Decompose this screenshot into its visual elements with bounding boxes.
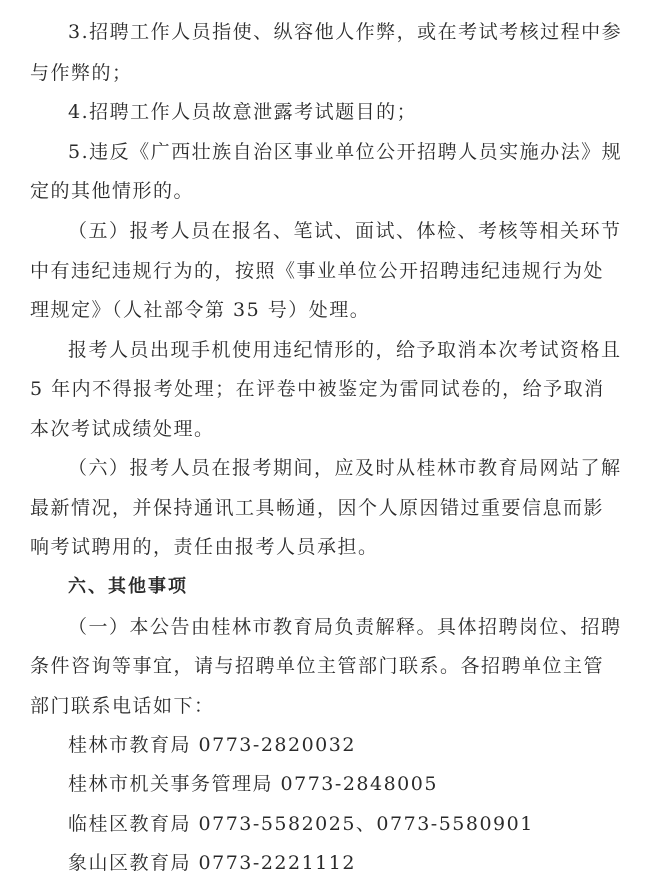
item-3-line-2: 与作弊的； (30, 62, 133, 84)
para-6-line-3: 响考试聘用的，责任由报考人员承担。 (30, 536, 379, 558)
item-4-line: 4.招聘工作人员故意泄露考试题目的； (68, 101, 418, 123)
item-5-line-2: 定的其他情形的。 (30, 180, 195, 202)
other-para-1-line-2: 条件咨询等事宜，请与招聘单位主管部门联系。各招聘单位主管 (30, 655, 605, 677)
phone-rule-line-2: 5 年内不得报考处理；在评卷中被鉴定为雷同试卷的，给予取消 (30, 378, 605, 400)
item-3-line-1: 3.招聘工作人员指使、纵容他人作弊，或在考试考核过程中参 (68, 21, 623, 43)
para-6-line-2: 最新情况，并保持通讯工具畅通，因个人原因错过重要信息而影 (30, 497, 605, 519)
phone-rule-line-1: 报考人员出现手机使用违纪情形的，给予取消本次考试资格且 (68, 339, 622, 361)
para-5-line-1: （五）报考人员在报名、笔试、面试、体检、考核等相关环节 (68, 220, 622, 242)
other-para-1-line-1: （一）本公告由桂林市教育局负责解释。具体招聘岗位、招聘 (68, 616, 622, 638)
para-5-line-3: 理规定》（人社部令第 35 号）处理。 (30, 299, 371, 321)
section-heading-other-matters: 六、其他事项 (68, 576, 188, 597)
para-5-line-2: 中有违纪违规行为的，按照《事业单位公开招聘违纪违规行为处 (30, 260, 605, 282)
contact-guilin-education: 桂林市教育局 0773-2820032 (68, 734, 356, 756)
contact-lingui-education: 临桂区教育局 0773-5582025、0773-5580901 (68, 813, 534, 835)
para-6-line-1: （六）报考人员在报考期间，应及时从桂林市教育局网站了解 (68, 457, 622, 479)
other-para-1-line-3: 部门联系电话如下： (30, 695, 215, 717)
contact-xiangshan-education: 象山区教育局 0773-2221112 (68, 852, 356, 874)
phone-rule-line-3: 本次考试成绩处理。 (30, 418, 215, 440)
contact-guilin-affairs: 桂林市机关事务管理局 0773-2848005 (68, 773, 438, 795)
item-5-line-1: 5.违反《广西壮族自治区事业单位公开招聘人员实施办法》规 (68, 141, 623, 163)
